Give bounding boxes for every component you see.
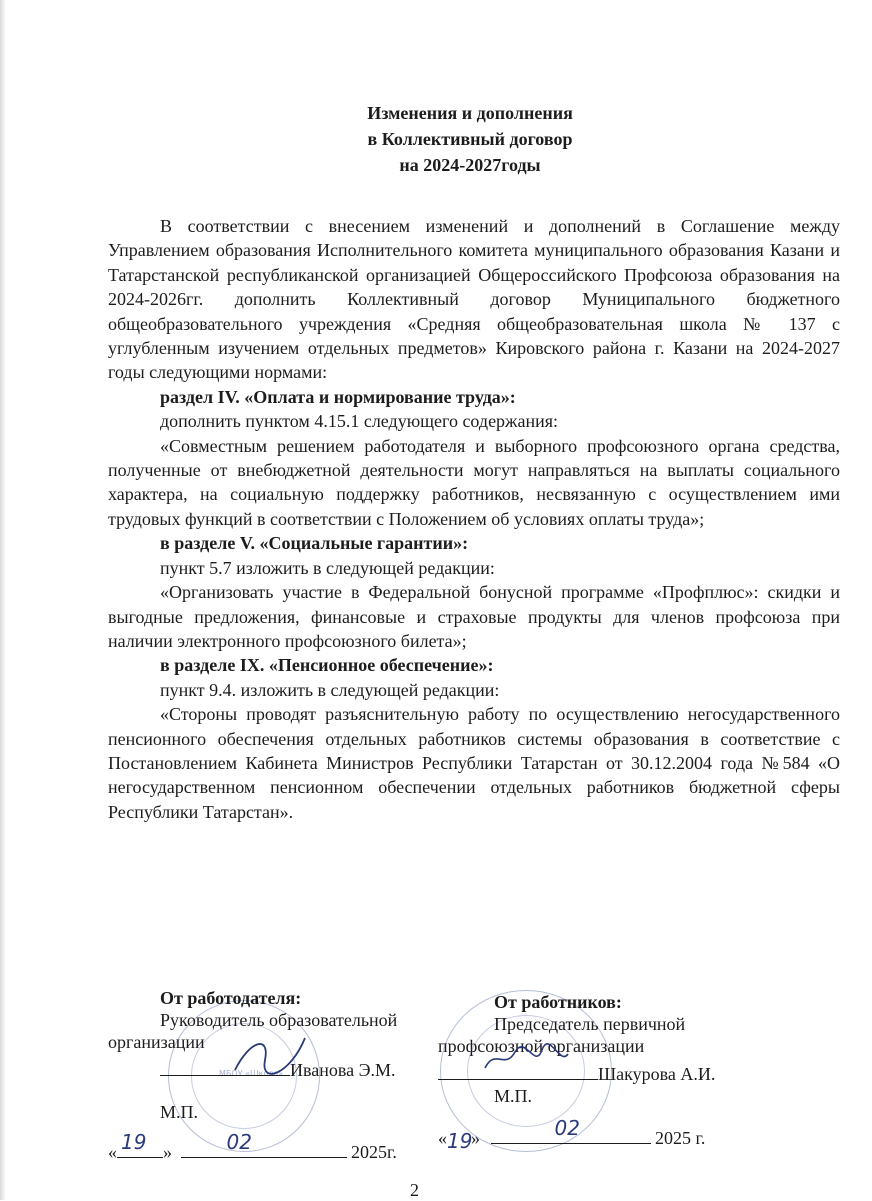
employees-date-month-line [491, 1116, 651, 1144]
employer-signature-scribble [230, 1030, 310, 1080]
scan-edge-shadow [0, 0, 6, 1200]
employees-name: Шакурова А.И. [598, 1064, 716, 1084]
section-9-instruction: пункт 9.4. изложить в следующей редакции: [160, 679, 500, 700]
section-4-heading: раздел IV. «Оплата и нормирование труда»: [160, 386, 516, 407]
employees-role-line-2: профсоюзной организации [438, 1036, 645, 1056]
employees-heading: От работников: [494, 992, 622, 1012]
title-line-3: на 2024-2027годы [399, 155, 541, 175]
employees-signature-scribble [480, 1040, 570, 1080]
employer-name: Иванова Э.М. [290, 1060, 396, 1080]
employees-date-year: 2025 г. [655, 1128, 706, 1148]
section-5-text: «Организовать участие в Федеральной бонусной программе «Профплюс»: скидки и выгодные предложения, финансовые и страховые продукты для членов профсоюза при наличии электронного профсоюзного билета»; [108, 582, 840, 651]
section-5-instruction: пункт 5.7 изложить в следующей редакции: [160, 557, 495, 578]
section-9-text: «Стороны проводят разъяснительную работу по осуществлению негосударственного пенсионного обеспечения отдельных работников системы образования в соответствие с Постановлением Кабинета Министров Республики Татарстан от 30.12.2004 года №584 «О негосударственном пенсионном обеспечении отдельных работников бюджетной сферы Республики Татарстан». [108, 704, 840, 822]
employer-date-close-quote: » [163, 1142, 172, 1162]
employer-date-day: 19 [121, 1130, 147, 1154]
employees-date-close-quote: » [471, 1128, 480, 1148]
employees-date-month: 02 [554, 1116, 580, 1140]
section-4-instruction: дополнить пунктом 4.15.1 следующего содержания: [160, 411, 559, 432]
page-number: 2 [410, 1180, 419, 1200]
title-line-2: в Коллективный договор [367, 129, 573, 149]
intro-paragraph: В соответствии с внесением изменений и дополнений в Соглашение между Управлением образования Исполнительного комитета муниципального образования Казани и Татарстанской республиканской организацией Общероссийского Профсоюза образования на 2024-2026гг. дополнить Коллективный договор Муниципального бюджетного общеобразовательного учреждения «Средняя общеобразовательная школа № 137 с углубленным изучением отдельных предметов» Кировского района г. Казани на 2024-2027 годы следующими нормами: [108, 216, 840, 383]
employer-heading: От работодателя: [160, 988, 302, 1008]
document-title [0, 100, 872, 178]
title-line-1: Изменения и дополнения [367, 103, 573, 123]
section-4-text: «Совместным решением работодателя и выборного профсоюзного органа средства, полученные от внебюджетной деятельности могут направляться на выплаты социального характера, на социальную поддержку работников, несвязанную с осуществлением ими трудовых функций в соответствии с Положением об условиях оплаты труда»; [108, 435, 840, 529]
employer-date-month-line [181, 1130, 347, 1158]
employer-date-month: 02 [226, 1130, 252, 1154]
employees-seal-label: М.П. [494, 1086, 533, 1106]
employer-role-line-1: Руководитель образовательной [160, 1010, 398, 1030]
section-9-heading: в разделе IX. «Пенсионное обеспечение»: [160, 655, 494, 676]
employees-date-day: 19 [447, 1129, 473, 1153]
employees-role-line-1: Председатель первичной [494, 1014, 686, 1034]
employer-stamp: МБОУ «Школа» [168, 1000, 320, 1152]
employer-seal-label: М.П. [160, 1102, 199, 1122]
employer-date-year: 2025г. [351, 1142, 397, 1162]
employer-role-line-2: организации [108, 1032, 205, 1052]
section-5-heading: в разделе V. «Социальные гарантии»: [160, 533, 469, 554]
employees-date-open-quote: « [438, 1128, 447, 1148]
document-body [108, 214, 840, 824]
employer-date-open-quote: « [108, 1142, 117, 1162]
employer-date-day-line [117, 1130, 163, 1158]
